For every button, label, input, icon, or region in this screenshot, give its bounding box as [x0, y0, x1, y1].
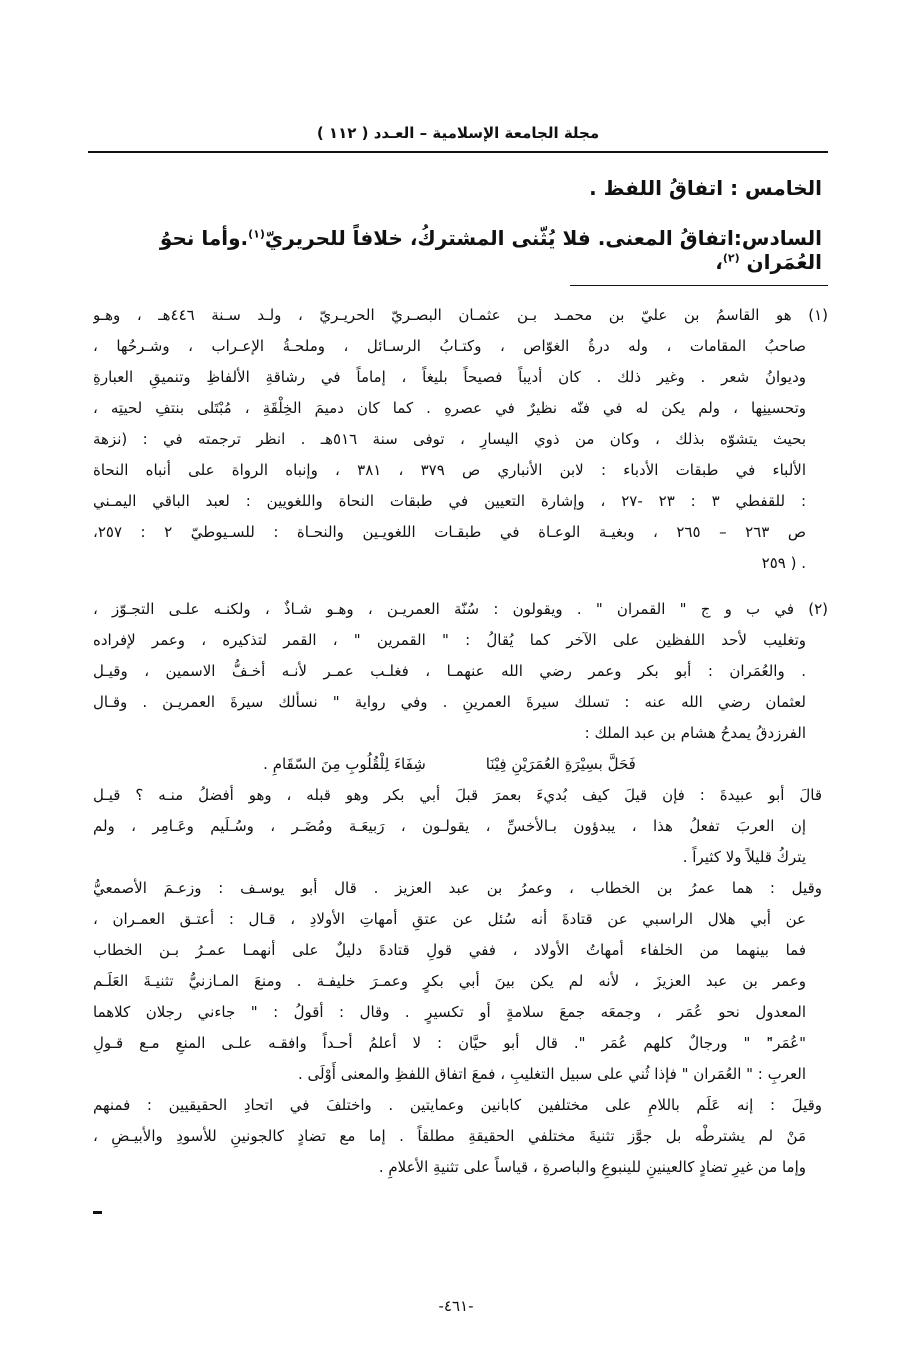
footnote-line: بحيث يتشوّه بذلك ، وكان من ذوي اليسارِ ، توفى سنة ٥١٦هـ . انظر ترجمته في : (نزهة [93, 430, 806, 448]
footnote-2 [93, 594, 828, 1183]
footnote-line: . ( ٢٥٩ [761, 554, 806, 572]
verse-hemistich-2: شِفَاءَ لِلْقُلُوبِ مِنَ السّقَامِ . [263, 755, 426, 773]
footnote-line: "عُمَر"َ " ورجالٌ كلهم عُمَر ". قال أبو حيَّان : لا أعلمُ أحـداً وافقـه علـى المنعِ مـع قـولِ [93, 1034, 806, 1052]
footnote-line: وتحسينِها ، ولم يكن له في فنّه نظيرٌ في عصرهِ . كما كان دميمَ الخِلْقَةِ ، مُبْتَلى بنتفِ لحيتِه ، [93, 399, 806, 417]
verse-hemistich-1: فَحَلَّ بسِيْرَةِ العُمَرَيْنِ فِيْنَا [485, 755, 636, 773]
section-sixth-heading [82, 226, 822, 274]
footnote-line: الألباء في طبقات الأدباء : لابن الأنباري ص ٣٧٩ ، ٣٨١ ، وإنباه الرواة على أنباه النحاة [93, 461, 806, 479]
page-number: -٤٦١- [438, 1297, 474, 1315]
footnote-line: وديوانُ شعر . وغير ذلك . كان أديباً فصيحاً بليغاً ، إماماً في رشاقةِ الألفاظِ وتنميقِ العبارةِ [93, 368, 806, 386]
footnote-line: وتغليب لأحد اللفظين على الآخر كما يُقالُ : " القمرين " ، القمر لتذكيره ، وعمر لإفراده [93, 631, 806, 649]
footnote-line: لعثمان رضي الله عنه : تسلك سيرةَ العمرينِ . وفي رواية " نسألك سيرةَ العمريـن . وقـال [93, 693, 806, 711]
section-sixth-continuation: .وأما نحوُ العُمَران [159, 226, 822, 274]
section-sixth-text: السادس:اتفاقُ المعنى. فلا يُثّنى المشتركُ، خلافاً للحريريّ [264, 226, 822, 250]
footnote-line: فما بينهما من الخلفاء أمهاتُ الأولاد ، ففي قولِ قتادةَ دليلٌ على أنهمـا عمـرُ بـن الخطاب [93, 941, 806, 959]
footnote-line: صاحبُ المقامات ، وله درةُ الغوّاص ، وكتـابُ الرسـائل ، وملحـةُ الإعـراب ، وشـرحُها ، [93, 337, 806, 355]
footnote-separator [570, 285, 828, 286]
footnote-ref-1[interactable]: (١) [248, 227, 265, 241]
footnote-line: إن العربَ تفعلُ هذا ، يبدؤون بـالأخسِّ ، يقولـون ، رَبيعَـة ومُضَـر ، وسُـلَيم وعَـامِر ، ولم [93, 817, 806, 835]
footnote-line: : للقفطي ٣ : ٢٣ -٢٧ ، وإشارة التعيين في طبقات النحاة واللغويين : لعبد الباقي اليمـني [93, 492, 807, 510]
footnote-line: ص ٢٦٣ – ٢٦٥ ، وبغيـة الوعـاة في طبقـات اللغويـين والنحـاة : للسـيوطيّ ٢ : ٢٥٧، [93, 523, 807, 541]
section-fifth-heading: الخامس : اتفاقُ اللفظ . [589, 176, 822, 200]
end-mark [93, 1211, 102, 1214]
footnote-line: وإما من غيرِ تضادٍ كالعينينِ للينبوعِ والباصرةِ ، قياساً على تثنيةِ الأعلامِ . [378, 1158, 806, 1176]
footnote-line: (٢) في ب و ج " القمران " . ويقولون : سُنّة العمريـن ، وهـو شـاذٌ ، ولكنـه علـى التجـوّز ، [93, 600, 828, 618]
footnote-line: وقيل : هما عمرُ بن الخطاب ، وعمرُ بن عبد العزيز . قال أبو يوسـف : وزعـمَ الأصمعيُّ [93, 879, 822, 897]
footnote-line: . والعُمَران : أبو بكر وعمر رضي الله عنهمـا ، فغلـب عمـر لأنـه أخـفُّ الاسمين ، وقيـل [93, 662, 806, 680]
footnote-line: العربِ : " العُمَران " فإذا ثُني على سبيل التغليبِ ، فمعَ اتفاق اللفظِ والمعنى أَوْلَى . [297, 1065, 806, 1083]
footnote-ref-2[interactable]: (٢) [722, 251, 740, 265]
footnote-line: (١) هو القاسمُ بن عليّ بن محمـد بـن عثمـان البصـريّ الحريـريّ ، ولـد سـنة ٤٤٦هـ ، وهـو [93, 306, 828, 324]
footnote-line: وعمر بن عبد العزيزَ ، لأنه لم يكن بينَ أبي بكرٍ وعمـرَ خليفـة . ومنعَ المـازنيُّ تثنيـةَ العَلَـم [93, 972, 806, 990]
footnote-line: قالَ أبو عبيدةَ : فإن قيلَ كيف بُديءَ بعمرَ قبلَ أبي بكر وهو قبله ، وهو أفضلُ منـه ؟ قيـل [93, 786, 822, 804]
footnote-line: الفرزدقُ يمدحُ هشام بن عبد الملك : [584, 724, 806, 742]
header-rule [88, 151, 828, 153]
footnote-line: وقيلَ : إنه عَلَم باللامِ على مختلفين كابانين وعمايتين . واختلفَ في اتحادِ الحقيقيين : فمنهم [93, 1096, 822, 1114]
section-sixth-end: ، [715, 250, 723, 274]
footnote-line: يتركُ قليلاً ولا كثيراً . [682, 848, 806, 866]
footnote-line: عن أبي هلال الراسبي عن قتادةَ أنه سُئل عن عتقِ أمهاتِ الأولادِ ، قـال : أعتـق العمـران ، [93, 910, 806, 928]
footnote-1 [93, 300, 828, 579]
footnote-line: مَنْ لم يشترطْه بل جوَّز تثنيةَ مختلفي الحقيقةِ مطلقاً . إما مع تضادٍ كالجونينِ للأسودِ والأبيـضِ ، [93, 1127, 806, 1145]
journal-running-header: مجلة الجامعة الإسلامية – العـدد ( ١١٢ ) [316, 124, 600, 142]
footnote-line: المعدول نحو عُمَر ، وجمعَه جمعَ سلامةٍ أو تكسيرٍ . وقال : أقولُ : " جاءني رجلان كلاهما [93, 1003, 806, 1021]
poetry-verse [93, 749, 828, 780]
